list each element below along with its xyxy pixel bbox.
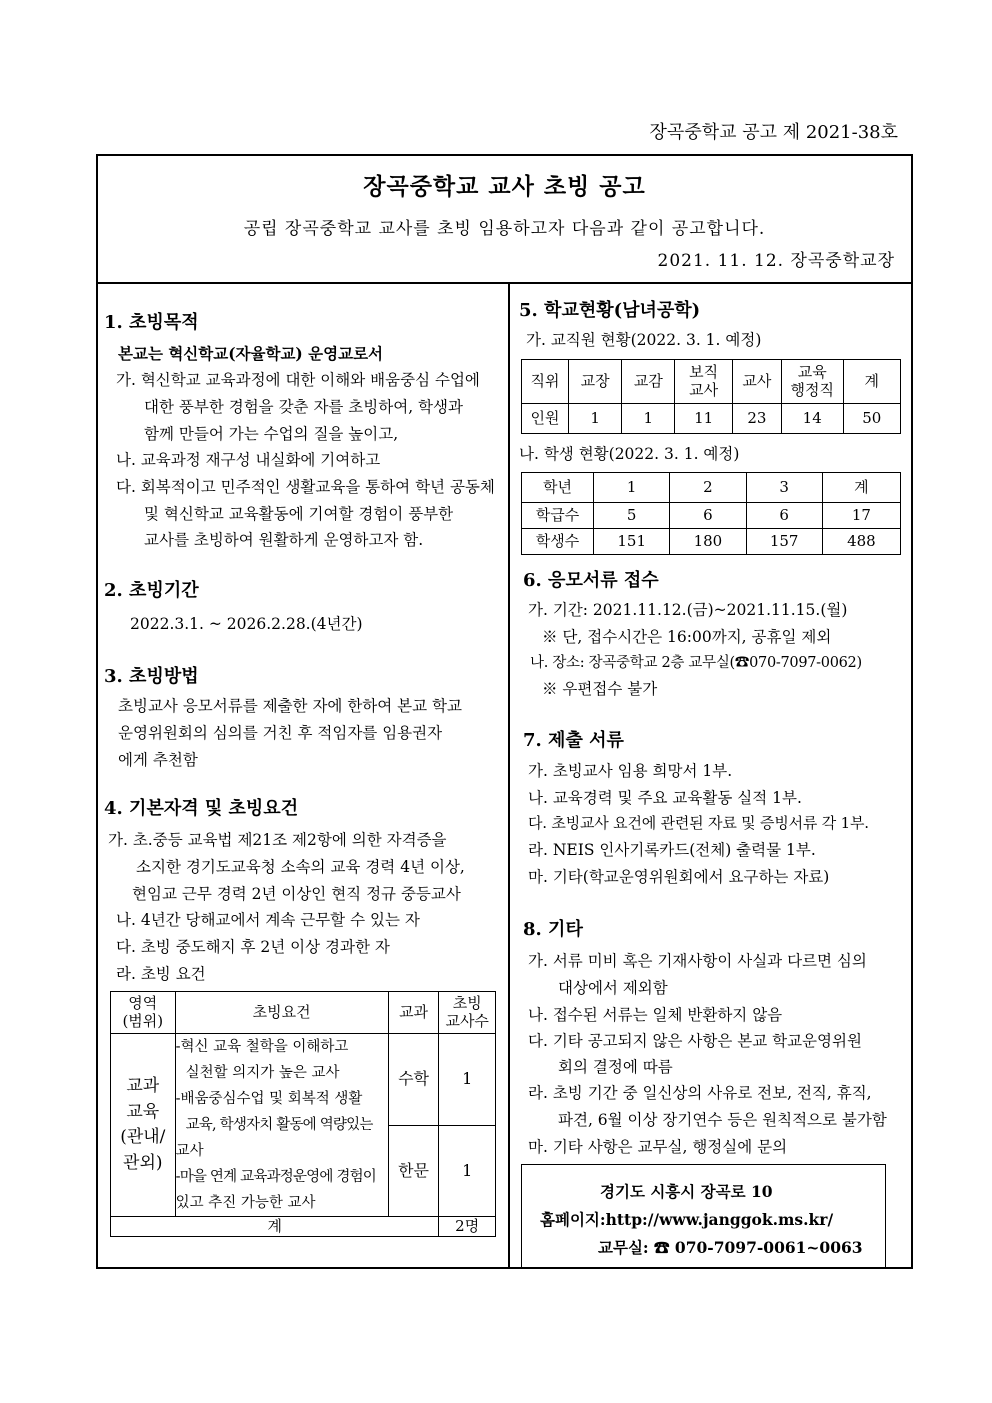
table-total-label: 계 (111, 1217, 439, 1237)
student-cell: 6 (670, 503, 746, 529)
notice-header (98, 156, 911, 284)
section-3-line: 초빙교사 응모서류를 제출한 자에 한하여 본교 학교 (118, 697, 462, 715)
section-8-line: 회의 결정에 따름 (558, 1058, 673, 1076)
section-7-line: 라. NEIS 인사기록카드(전체) 출력물 1부. (528, 841, 816, 859)
staff-value: 50 (843, 404, 900, 434)
student-row (522, 529, 901, 555)
section-1-line: 및 혁신학교 교육활동에 기여할 경험이 풍부한 (144, 505, 454, 523)
section-1-line: 나. 교육과정 재구성 내실화에 기여하고 (116, 451, 381, 469)
section-8-line: 라. 초빙 기간 중 일신상의 사유로 전보, 전직, 휴직, (528, 1084, 872, 1102)
section-8-line: 파견, 6월 이상 장기연수 등은 원칙적으로 불가함 (558, 1111, 887, 1129)
staff-value: 11 (675, 404, 732, 434)
section-3-heading: 3. 초빙방법 (104, 666, 199, 687)
section-7-heading: 7. 제출 서류 (523, 730, 624, 751)
table-subject: 한문 (388, 1125, 439, 1217)
student-cell: 17 (822, 503, 900, 529)
section-8-line: 가. 서류 미비 혹은 기재사항이 사실과 다르면 심의 (528, 952, 867, 970)
section-5-heading: 5. 학교현황(남녀공학) (519, 300, 701, 321)
section-1-line: 대한 풍부한 경험을 갖춘 자를 초빙하여, 학생과 (144, 398, 463, 416)
contact-homepage[interactable]: 홈페이지:http://www.janggok.ms.kr/ (540, 1210, 834, 1229)
staff-value-row (522, 404, 901, 434)
student-cell: 5 (594, 503, 670, 529)
table-count: 1 (439, 1125, 496, 1217)
student-table (521, 472, 901, 555)
section-7-line: 나. 교육경력 및 주요 교육활동 실적 1부. (528, 789, 802, 807)
notice-signature: 2021. 11. 12. 장곡중학교장 (657, 251, 895, 271)
student-header-row (522, 473, 901, 503)
table-header-requirement: 초빙요건 (175, 992, 388, 1034)
staff-value: 1 (622, 404, 675, 434)
staff-value: 14 (781, 404, 843, 434)
student-cell: 학급수 (522, 503, 594, 529)
section-4-line: 가. 초.중등 교육법 제21조 제2항에 의한 자격증을 (108, 831, 447, 849)
staff-header: 보직 교사 (675, 360, 732, 404)
student-cell: 488 (822, 529, 900, 555)
staff-header: 교육 행정직 (781, 360, 843, 404)
notice-number: 장곡중학교 공고 제 2021-38호 (649, 122, 898, 143)
section-8-heading: 8. 기타 (523, 919, 583, 940)
staff-value: 1 (568, 404, 621, 434)
table-header-count: 초빙 교사수 (439, 992, 496, 1034)
staff-header: 계 (843, 360, 900, 404)
section-4-line: 다. 초빙 중도해지 후 2년 이상 경과한 자 (116, 938, 390, 956)
staff-header: 교감 (622, 360, 675, 404)
section-1-line: 교사를 초빙하여 원활하게 운영하고자 함. (144, 531, 424, 549)
section-1-line: 함께 만들어 가는 수업의 질을 높이고, (144, 425, 399, 443)
table-subject: 수학 (388, 1034, 439, 1126)
section-1-line: 가. 혁신학교 교육과정에 대한 이해와 배움중심 수업에 (116, 371, 480, 389)
student-header: 계 (822, 473, 900, 503)
student-cell: 6 (746, 503, 822, 529)
section-4-line: 나. 4년간 당해교에서 계속 근무할 수 있는 자 (116, 911, 420, 929)
section-7-line: 마. 기타(학교운영위원회에서 요구하는 자료) (528, 868, 830, 886)
requirements-table (110, 991, 496, 1237)
column-divider (508, 282, 510, 1267)
student-cell: 180 (670, 529, 746, 555)
staff-header: 교장 (568, 360, 621, 404)
notice-title: 장곡중학교 교사 초빙 공고 (363, 173, 646, 200)
section-8-line: 대상에서 제외함 (558, 979, 668, 997)
student-header: 2 (670, 473, 746, 503)
table-count: 1 (439, 1034, 496, 1126)
staff-value: 23 (732, 404, 781, 434)
section-4-heading: 4. 기본자격 및 초빙요건 (104, 798, 299, 819)
section-6-heading: 6. 응모서류 접수 (523, 570, 659, 591)
staff-header: 직위 (522, 360, 569, 404)
section-1-line: 다. 회복적이고 민주적인 생활교육을 통하여 학년 공동체 (116, 478, 495, 496)
notice-frame (96, 154, 913, 1269)
section-2-text: 2022.3.1. ~ 2026.2.28.(4년간) (130, 615, 363, 633)
section-4-line: 소지한 경기도교육청 소속의 교육 경력 4년 이상, (136, 858, 465, 876)
section-1-heading: 1. 초빙목적 (104, 312, 199, 333)
section-8-line: 다. 기타 공고되지 않은 사항은 본교 학교운영위원 (528, 1032, 862, 1050)
staff-header-row (522, 360, 901, 404)
section-6-line: 나. 장소: 장곡중학교 2층 교무실(☎070-7097-0062) (530, 655, 862, 671)
section-1-sub: 본교는 혁신학교(자율학교) 운영교로서 (118, 344, 384, 363)
section-7-line: 다. 초빙교사 요건에 관련된 자료 및 증빙서류 각 1부. (528, 814, 869, 832)
section-4-line: 현임교 근무 경력 2년 이상인 현직 정규 중등교사 (132, 885, 461, 903)
contact-address: 경기도 시흥시 장곡로 10 (600, 1182, 773, 1201)
section-2-heading: 2. 초빙기간 (104, 580, 199, 601)
student-cell: 학생수 (522, 529, 594, 555)
contact-office: 교무실: ☎ 070-7097-0061~0063 (598, 1238, 863, 1257)
section-8-line: 마. 기타 사항은 교무실, 행정실에 문의 (528, 1138, 788, 1156)
section-6-line: 가. 기간: 2021.11.12.(금)~2021.11.15.(월) (528, 601, 848, 619)
student-cell: 157 (746, 529, 822, 555)
section-6-line: ※ 단, 접수시간은 16:00까지, 공휴일 제외 (542, 628, 832, 646)
staff-caption: 가. 교직원 현황(2022. 3. 1. 예정) (526, 331, 762, 349)
table-header-area: 영역 (범위) (111, 992, 176, 1034)
student-header: 학년 (522, 473, 594, 503)
staff-table (521, 359, 901, 434)
table-requirements-cell: -혁신 교육 철학을 이해하고 실천할 의지가 높은 교사 -배움중심수업 및 회복적 생활 교육, 학생자치 활동에 역량있는 교사 -마을 연계 교육과정운영에 경험이 있고 추진 가능한 교사 (175, 1034, 388, 1217)
section-3-line: 에게 추천함 (118, 751, 198, 769)
section-4-line: 라. 초빙 요건 (116, 965, 206, 983)
table-area-cell: 교과 교육 (관내/ 관외) (111, 1034, 176, 1217)
notice-intro: 공립 장곡중학교 교사를 초빙 임용하고자 다음과 같이 공고합니다. (243, 219, 766, 239)
staff-value: 인원 (522, 404, 569, 434)
table-total-value: 2명 (439, 1217, 496, 1237)
table-header-subject: 교과 (388, 992, 439, 1034)
student-header: 3 (746, 473, 822, 503)
section-7-line: 가. 초빙교사 임용 희망서 1부. (528, 762, 733, 780)
section-3-line: 운영위원회의 심의를 거친 후 적임자를 임용권자 (118, 724, 443, 742)
section-6-line: ※ 우편접수 불가 (542, 680, 658, 698)
section-8-line: 나. 접수된 서류는 일체 반환하지 않음 (528, 1006, 783, 1024)
staff-header: 교사 (732, 360, 781, 404)
student-row (522, 503, 901, 529)
student-cell: 151 (594, 529, 670, 555)
student-header: 1 (594, 473, 670, 503)
student-caption: 나. 학생 현황(2022. 3. 1. 예정) (519, 445, 740, 463)
contact-box (521, 1164, 886, 1268)
